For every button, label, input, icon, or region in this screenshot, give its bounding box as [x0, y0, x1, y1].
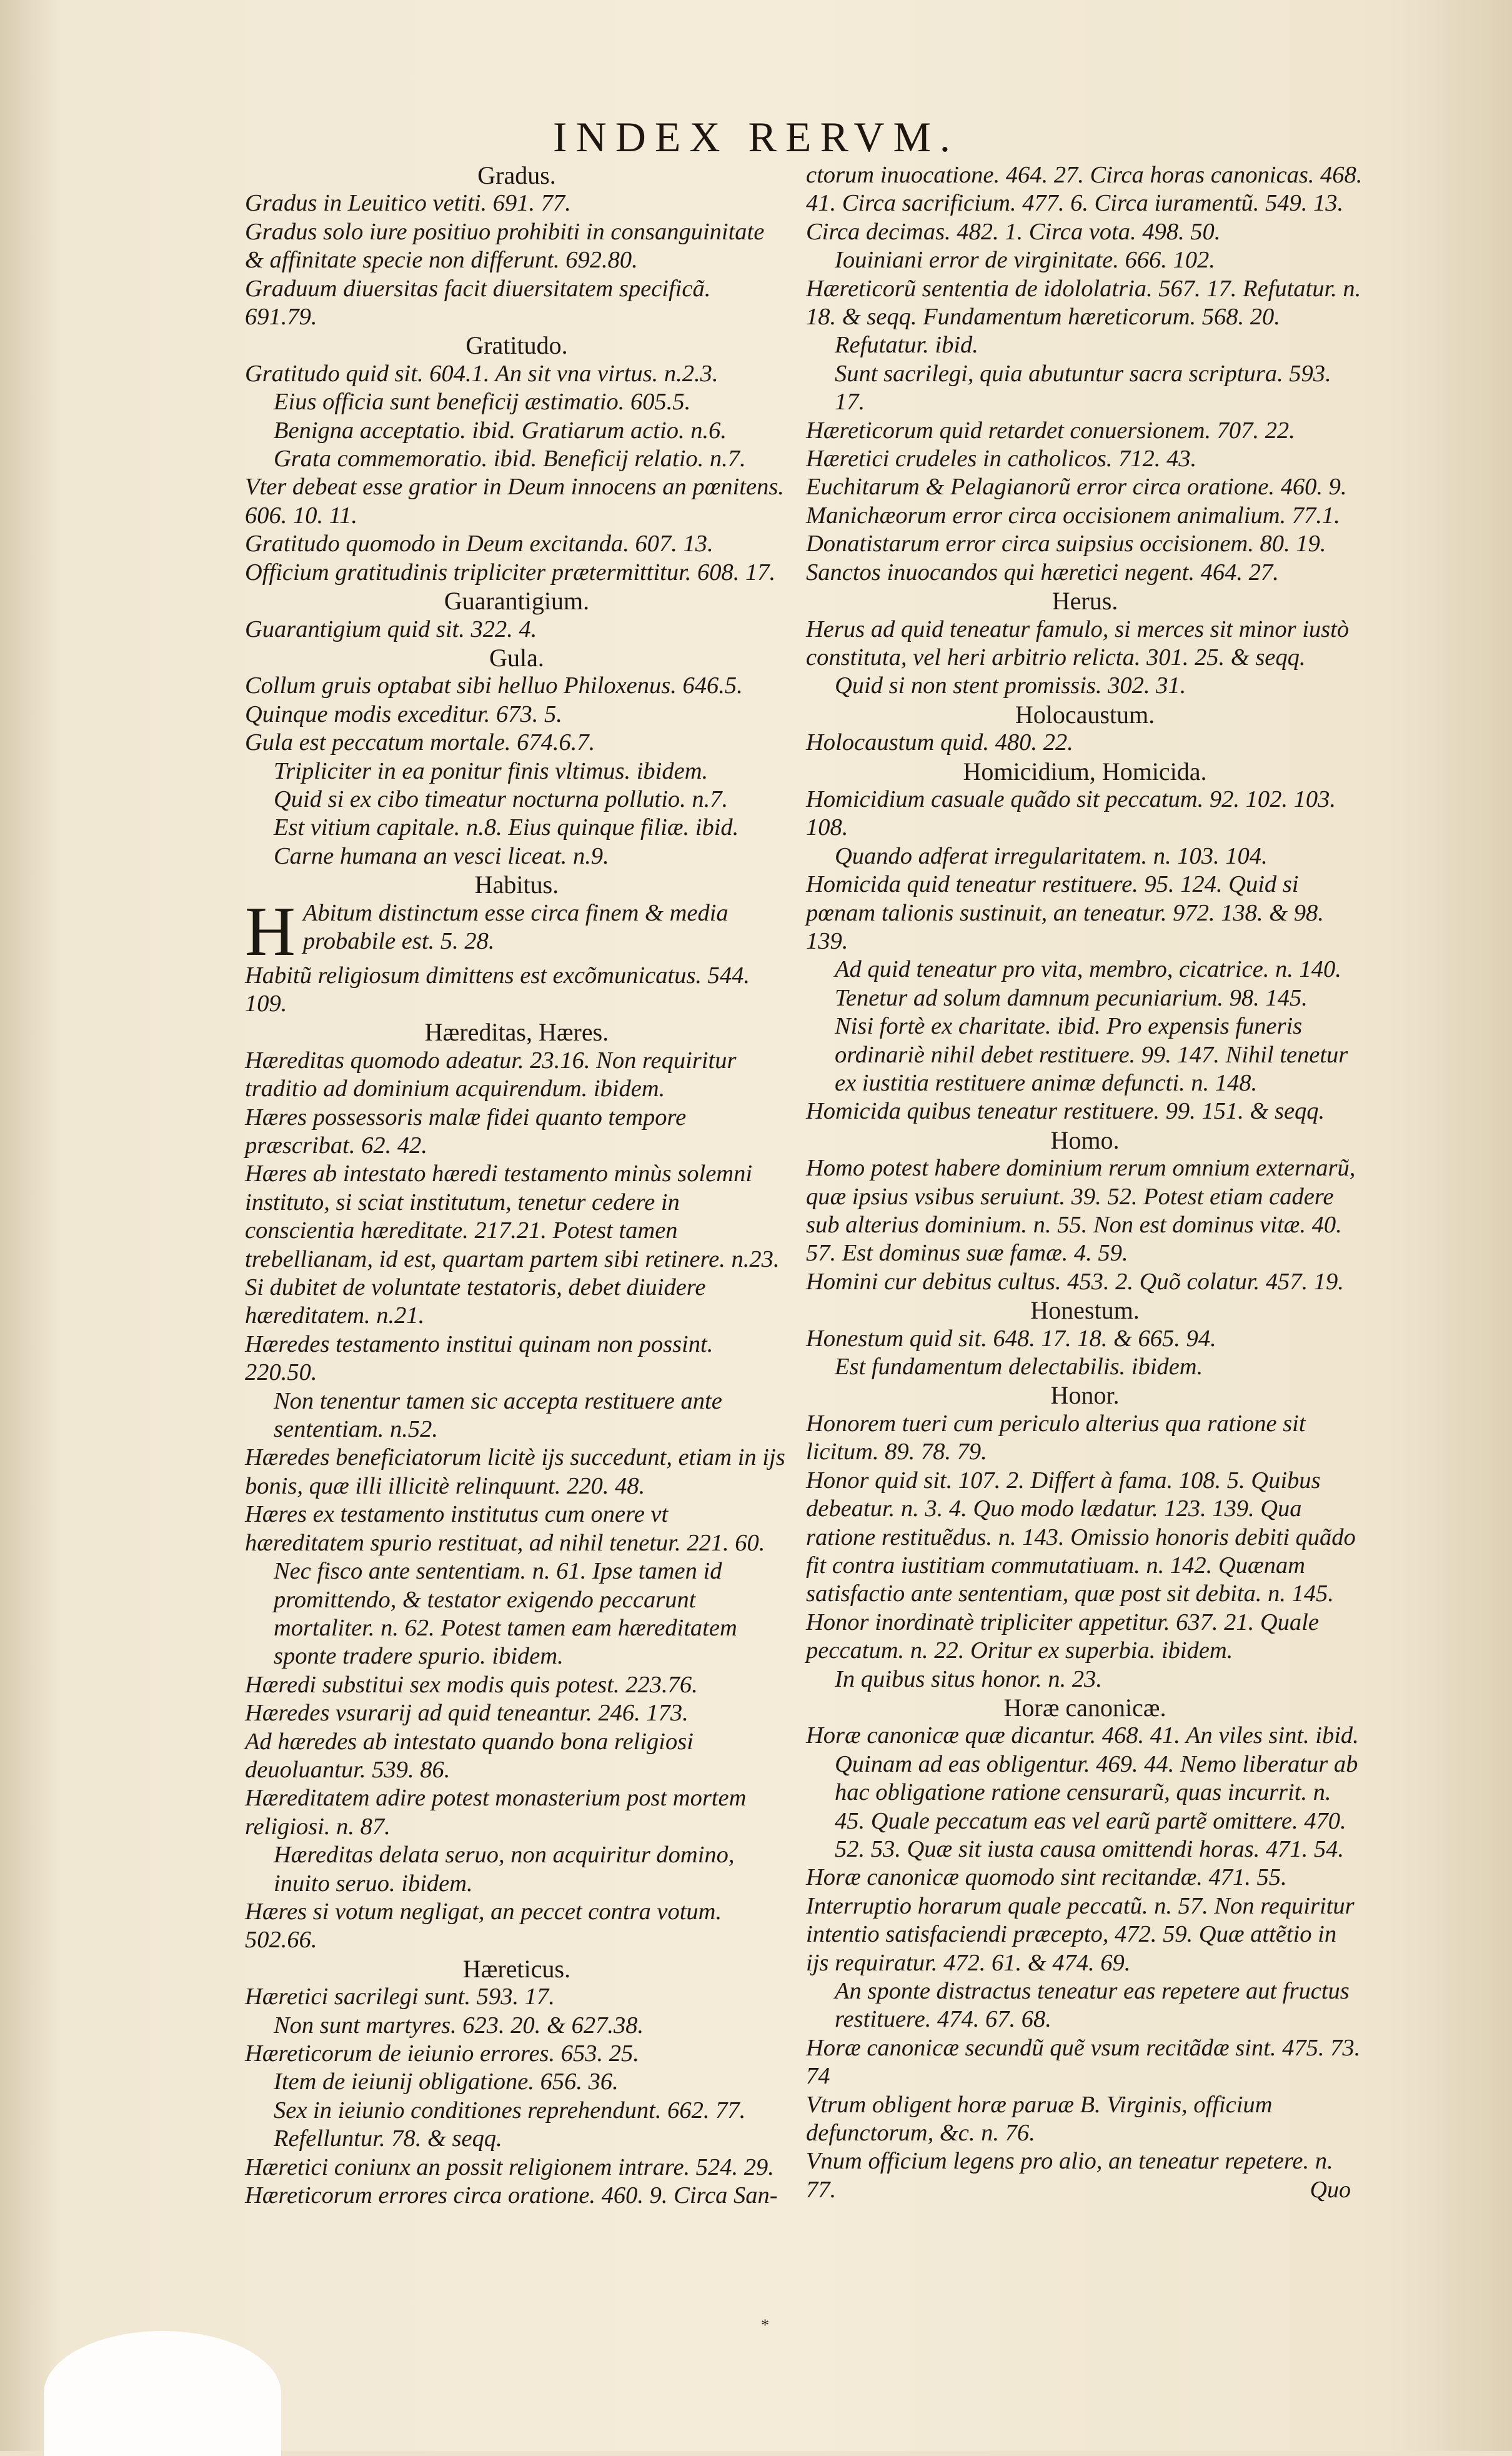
index-subentry: Tenetur ad solum damnum pecuniarium. 98. 145. — [835, 984, 1308, 1011]
section-heading: Homicidium, Homicida. — [963, 757, 1207, 786]
index-entry: Euchitarum & Pelagianorũ error circa oratione. 460. 9. — [806, 474, 1347, 501]
index-subentry: Sex in ieiunio conditiones reprehendunt. 662. 77. Refelluntur. 78. & seqq. — [274, 2097, 746, 2152]
index-entry: Hæreditatem adire potest monasterium post mortem religiosi. n. 87. — [245, 1785, 747, 1840]
index-entry-text: Abitum distinctum esse circa finem & media probabile est. 5. 28. — [302, 899, 729, 954]
index-entry: Hæretici crudeles in catholicos. 712. 43. — [806, 446, 1197, 472]
drop-cap: H — [245, 892, 296, 971]
index-subentry: Est vitium capitale. n.8. Eius quinque filiæ. ibid. — [274, 814, 739, 841]
section-heading: Homo. — [1050, 1126, 1120, 1154]
index-entry: Hæredes testamento institui quinam non possint. 220.50. — [245, 1330, 714, 1386]
index-subentry: Tripliciter in ea ponitur finis vltimus. ibidem. — [274, 757, 709, 784]
index-entry: Hæres si votum negligat, an peccet contra votum. 502.66. — [245, 1898, 722, 1954]
index-entry: Hæreticorum de ieiunio errores. 653. 25. — [245, 2040, 639, 2067]
index-entry: Gradus solo iure positiuo prohibiti in consanguinitate & affinitate specie non differunt. 692.80. — [245, 218, 765, 274]
section-heading: Gratitudo. — [465, 331, 568, 360]
index-column-right — [806, 161, 1364, 2204]
index-subentry: Refutatur. ibid. — [835, 332, 978, 359]
section-heading: Herus. — [1052, 587, 1118, 616]
index-entry: Donatistarum error circa suipsius occisionem. 80. 19. — [806, 531, 1326, 557]
index-entry: Homicidium casuale quãdo sit peccatum. 92. 102. 103. 108. — [806, 786, 1336, 841]
index-subentry: Quando adferat irregularitatem. n. 103. 104. — [835, 842, 1268, 869]
section-heading: Horæ canonicæ. — [1003, 1693, 1166, 1722]
catchword: Quo — [1310, 2177, 1351, 2203]
index-subentry: Grata commemoratio. ibid. Beneficij relatio. n.7. — [274, 446, 746, 472]
section-heading: Gradus. — [477, 161, 556, 189]
index-subentry: Sunt sacrilegi, quia abutuntur sacra scriptura. 593. 17. — [835, 360, 1331, 416]
index-entry: Hæreditas quomodo adeatur. 23.16. Non requiritur traditio ad dominium acquirendum. ibidem. — [245, 1047, 737, 1102]
index-subentry: Hæreditas delata seruo, non acquiritur domino, inuito seruo. ibidem. — [274, 1842, 735, 1897]
index-entry: Collum gruis optabat sibi helluo Philoxenus. 646.5. — [245, 672, 743, 699]
page-damage — [44, 2331, 281, 2456]
index-entry: Sanctos inuocandos qui hæretici negent. 464. 27. — [806, 559, 1279, 586]
index-entry: Gratitudo quomodo in Deum excitanda. 607. 13. — [245, 531, 714, 557]
index-entry: Ad hæredes ab intestato quando bona religiosi deuoluantur. 539. 86. — [245, 1728, 694, 1783]
index-subentry: Benigna acceptatio. ibid. Gratiarum actio. n.6. — [274, 417, 727, 444]
index-entry: Horæ canonicæ secundũ quẽ vsum recitãdæ sint. 475. 73. 74 — [806, 2034, 1361, 2090]
index-entry: Hæreticorum errores circa oratione. 460. 9. Circa San- — [245, 2182, 778, 2209]
index-entry: Guarantigium quid sit. 322. 4. — [245, 616, 537, 642]
index-column-left — [245, 161, 788, 2210]
index-subentry: Quid si non stent promissis. 302. 31. — [835, 672, 1186, 699]
index-entry: Honorem tueri cum periculo alterius qua ratione sit licitum. 89. 78. 79. — [806, 1410, 1306, 1465]
index-entry: ctorum inuocatione. 464. 27. Circa horas canonicas. 468. 41. Circa sacrificium. 477. 6. Circa iuramentũ. 549. 13. Circa decimas. 482. 1. Circa vota. 498. 50. — [806, 162, 1363, 245]
index-entry: Hæredes vsurarij ad quid teneantur. 246. 173. — [245, 1700, 689, 1727]
page-header: INDEX RERVM. — [553, 113, 959, 161]
index-entry: Gratitudo quid sit. 604.1. An sit vna virtus. n.2.3. — [245, 360, 719, 387]
index-entry: Horæ canonicæ quæ dicantur. 468. 41. An viles sint. ibid. — [806, 1722, 1359, 1749]
index-entry: Habitũ religiosum dimittens est excõmunicatus. 544. 109. — [245, 962, 750, 1017]
index-entry: Homicida quibus teneatur restituere. 99. 151. & seqq. — [806, 1098, 1325, 1125]
index-entry: Hæredi substitui sex modis quis potest. 223.76. — [245, 1671, 698, 1698]
index-subentry: An sponte distractus teneatur eas repetere aut fructus restituere. 474. 67. 68. — [835, 1978, 1350, 2033]
index-entry: Holocaustum quid. 480. 22. — [806, 729, 1073, 756]
index-entry — [245, 892, 788, 971]
section-heading: Honor. — [1050, 1381, 1120, 1410]
index-entry: Hæres ex testamento institutus cum onere vt hæreditatem spurio restituat, ad nihil tenetur. 221. 60. — [245, 1501, 765, 1556]
index-entry: Vter debeat esse gratior in Deum innocens an pœnitens. 606. 10. 11. — [245, 474, 784, 529]
index-subentry: Nisi fortè ex charitate. ibid. Pro expensis funeris ordinariè nihil debet restituere. 99. 147. Nihil tenetur ex iustitia restituere animæ defuncti. n. 148. — [835, 1013, 1348, 1096]
section-heading: Habitus. — [474, 871, 559, 899]
index-entry: Hæretici coniunx an possit religionem intrare. 524. 29. — [245, 2154, 774, 2180]
index-entry: Quinque modis exceditur. 673. 5. — [245, 701, 562, 727]
index-entry: Hæretici sacrilegi sunt. 593. 17. — [245, 1984, 555, 2010]
index-entry: Horæ canonicæ quomodo sint recitandæ. 471. 55. Interruptio horarum quale peccatũ. n. 57. Non requiritur intentio satisfaciendi præcepto, 472. 59. Quæ attẽtio in ijs requiratur. 472. 61. & 474. 69. — [806, 1864, 1355, 1976]
section-heading: Guarantigium. — [444, 587, 590, 616]
index-subentry: Iouiniani error de virginitate. 666. 102. — [835, 247, 1215, 274]
index-subentry: Quid si ex cibo timeatur nocturna pollutio. n.7. — [274, 786, 729, 812]
index-subentry: Non tenentur tamen sic accepta restituere ante sententiam. n.52. — [274, 1387, 722, 1443]
index-subentry: In quibus situs honor. n. 23. — [835, 1665, 1102, 1692]
page-ornament: * — [761, 2316, 769, 2334]
index-entry: Homini cur debitus cultus. 453. 2. Quõ colatur. 457. 19. — [806, 1268, 1344, 1295]
index-entry: Honestum quid sit. 648. 17. 18. & 665. 94. — [806, 1325, 1216, 1352]
index-entry: Herus ad quid teneatur famulo, si merces sit minor iustò constituta, vel heri arbitrio relicta. 301. 25. & seqq. — [806, 616, 1350, 671]
index-entry: Hæreticorum quid retardet conuersionem. 707. 22. — [806, 417, 1295, 444]
index-entry: Gradus in Leuitico vetiti. 691. 77. — [245, 190, 571, 217]
index-entry: Honor quid sit. 107. 2. Differt à fama. 108. 5. Quibus debeatur. n. 3. 4. Quo modo lædatur. 123. 139. Qua ratione restituẽdus. n. 143. Omissio honoris debiti quãdo fit contra iustitiam commutatiuam. n. 142. Quænam satisfactio ante sententiam, quæ post sit debita. n. 145. — [806, 1467, 1356, 1607]
index-entry: Honor inordinatè tripliciter appetitur. 637. 21. Quale peccatum. n. 22. Oritur ex superbia. ibidem. — [806, 1609, 1319, 1664]
index-entry: Hæreticorũ sententia de idololatria. 567. 17. Refutatur. n. 18. & seqq. Fundamentum hæreticorum. 568. 20. — [806, 275, 1361, 331]
index-entry: Gula est peccatum mortale. 674.6.7. — [245, 729, 595, 756]
index-subentry: Quinam ad eas obligentur. 469. 44. Nemo liberatur ab hac obligatione ratione censurarũ, quas incurrit. n. 45. Quale peccatum eas vel earũ partẽ omittere. 470. 52. 53. Quæ sit iusta causa omittendi horas. 471. 54. — [835, 1750, 1358, 1862]
index-entry: Graduum diuersitas facit diuersitatem specificã. 691.79. — [245, 275, 711, 331]
section-heading: Hæreditas, Hæres. — [424, 1018, 609, 1047]
index-entry: Vtrum obligent horæ paruæ B. Virginis, officium defunctorum, &c. n. 76. — [806, 2091, 1273, 2147]
section-heading: Hæreticus. — [462, 1954, 571, 1983]
section-heading: Honestum. — [1030, 1296, 1140, 1325]
index-subentry: Non sunt martyres. 623. 20. & 627.38. — [274, 2012, 644, 2039]
index-subentry: Carne humana an vesci liceat. n.9. — [274, 842, 609, 869]
index-entry: Homo potest habere dominium rerum omnium externarũ, quæ ipsius vsibus seruiunt. 39. 52. Potest etiam cadere sub alterius dominium. n. 55. Non est dominus vitæ. 40. 57. Est dominus suæ famæ. 4. 59. — [806, 1155, 1356, 1267]
section-heading: Holocaustum. — [1015, 700, 1155, 729]
index-subentry: Item de ieiunij obligatione. 656. 36. — [274, 2069, 619, 2095]
index-subentry: Ad quid teneatur pro vita, membro, cicatrice. n. 140. — [835, 956, 1341, 983]
section-heading: Gula. — [489, 643, 544, 672]
index-entry: Officium gratitudinis tripliciter prætermittitur. 608. 17. — [245, 559, 776, 586]
index-subentry: Nec fisco ante sententiam. n. 61. Ipse tamen id promittendo, & testator exigendo peccarunt mortaliter. n. 62. Potest tamen eam hæreditatem sponte tradere spurio. ibidem. — [274, 1558, 737, 1670]
index-entry: Hæres possessoris malæ fidei quanto tempore præscribat. 62. 42. — [245, 1104, 687, 1159]
index-entry: Homicida quid teneatur restituere. 95. 124. Quid si pœnam talionis sustinuit, an teneatur. 972. 138. & 98. 139. — [806, 871, 1324, 954]
index-subentry: Eius officia sunt beneficij æstimatio. 605.5. — [274, 389, 691, 416]
index-entry: Manichæorum error circa occisionem animalium. 77.1. — [806, 502, 1340, 529]
index-subentry: Est fundamentum delectabilis. ibidem. — [835, 1354, 1203, 1380]
index-entry: Vnum officium legens pro alio, an teneatur repetere. n. 77. — [806, 2148, 1333, 2203]
index-entry: Hæres ab intestato hæredi testamento minùs solemni instituto, si sciat institutum, tenetur cedere in conscientia hæreditate. 217.21. Potest tamen trebellianam, id est, quartam partem sibi retinere. n.23. Si dubitet de voluntate testatoris, debet diuidere hæreditatem. n.21. — [245, 1161, 780, 1329]
index-entry: Hæredes beneficiatorum licitè ijs succedunt, etiam in ijs bonis, quæ illi illicitè relinquunt. 220. 48. — [245, 1444, 785, 1499]
